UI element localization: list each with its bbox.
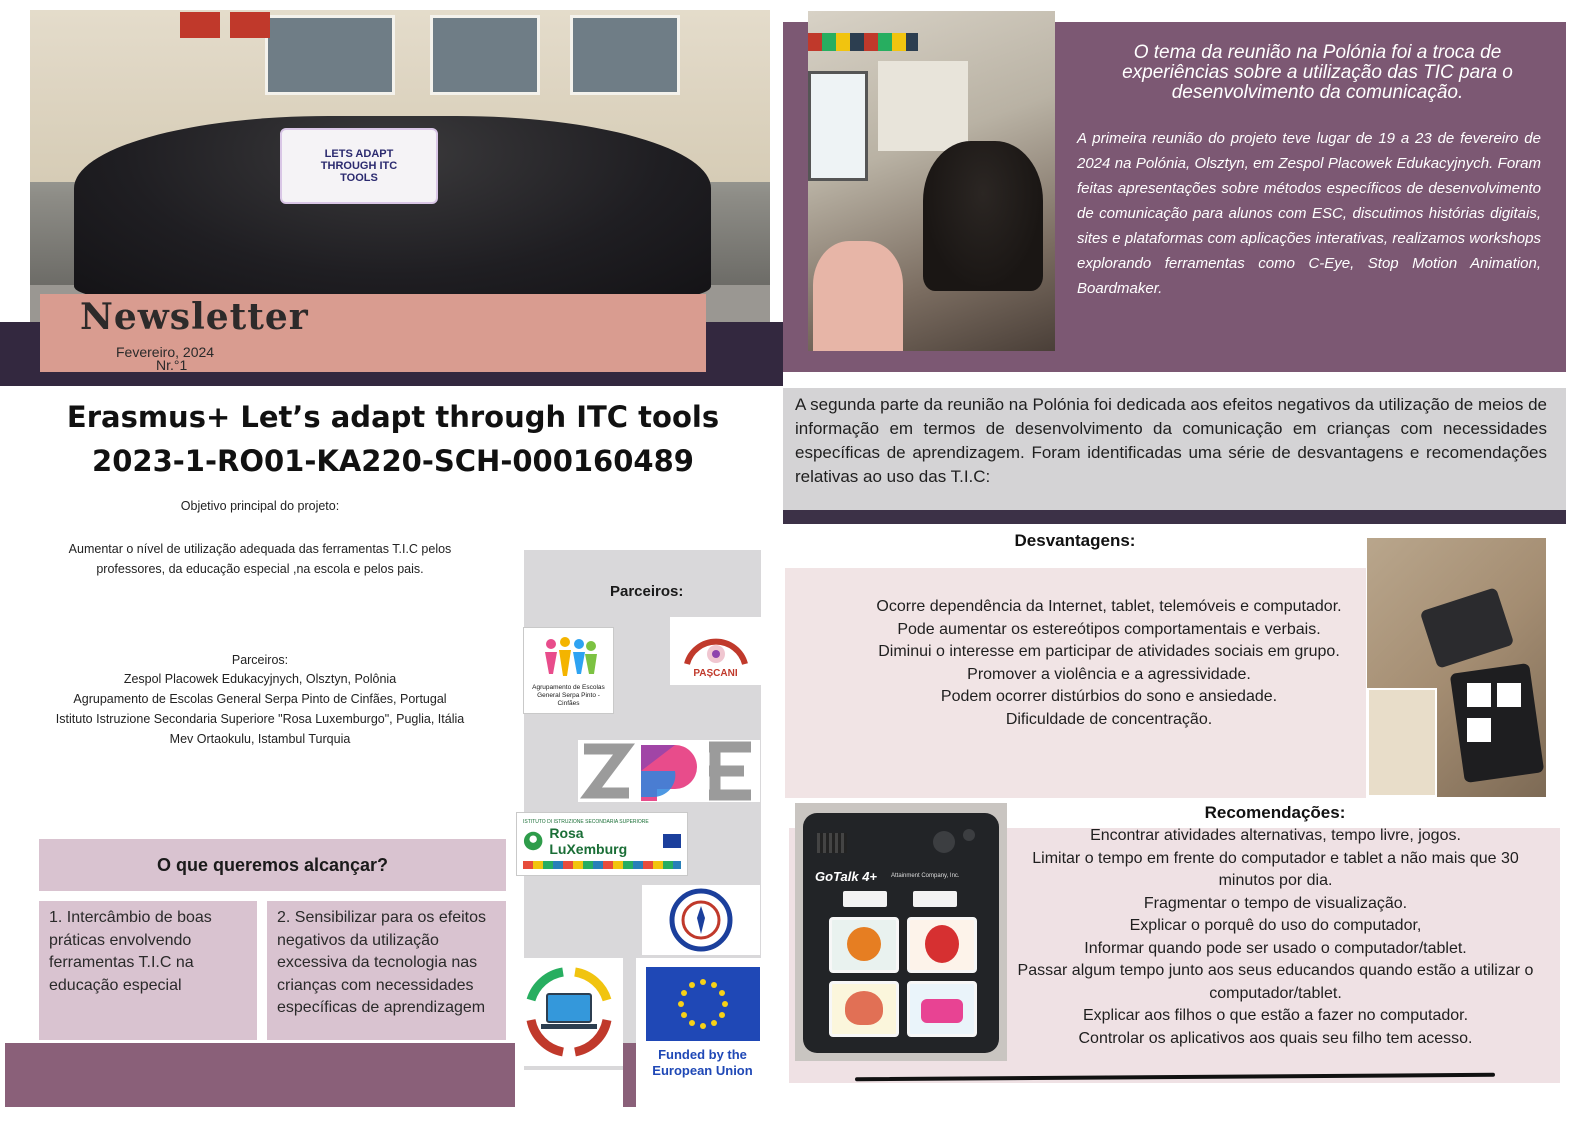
project-title xyxy=(8,395,778,483)
communication-board-photo xyxy=(1367,538,1546,797)
goals-heading: O que queremos alcançar? xyxy=(39,839,506,891)
classroom-photo xyxy=(808,11,1055,351)
newsletter-date: Fevereiro, 2024 xyxy=(116,344,215,360)
recommendation-item: Explicar aos filhos o que estão a fazer no computador. xyxy=(1082,1007,1469,1024)
devices-circle-icon xyxy=(517,960,621,1064)
gotalk-device xyxy=(803,813,999,1053)
recommendations-list xyxy=(1008,825,1543,1050)
recommendation-item: Fragmentar o tempo de visualização. xyxy=(1143,894,1408,912)
project-logo xyxy=(515,958,623,1066)
disadvantages-list xyxy=(840,596,1378,731)
rosa-luxemburg-logo: ISTITUTO DI ISTRUZIONE SECONDARIA SUPERIORE Rosa LuXemburg xyxy=(516,812,688,876)
mev-ortaokulu-logo xyxy=(642,885,760,955)
disadvantage-item: Promover a violência e a agressividade. xyxy=(967,665,1251,683)
footer-band xyxy=(5,1043,515,1107)
meeting-headline: O tema da reunião na Polónia foi a troca de experiências sobre a utilização das TIC para o desenvolvimento da comunicação. xyxy=(1122,42,1513,103)
disadvantage-item: Pode aumentar os estereótipos comportamentais e verbais. xyxy=(897,620,1321,638)
eu-flag-icon xyxy=(663,834,681,848)
zpe-logo xyxy=(578,740,760,802)
disadvantage-item: Ocorre dependência da Internet, tablet, telemóveis e computador. xyxy=(876,598,1342,615)
goal-card-2: 2. Sensibilizar para os efeitos negativos da utilização excessiva da tecnologia nas crianças com necessidades específicas de aprendizagem xyxy=(267,901,506,1040)
recommendation-item: Informar quando pode ser usado o computador/tablet. xyxy=(1084,939,1467,957)
objective-label: Objetivo principal do projeto: xyxy=(180,499,340,513)
recommendations-title: Recomendações: xyxy=(1204,803,1346,822)
recommendation-item: Controlar os aplicativos aos quais seu filho tem acesso. xyxy=(1078,1029,1473,1047)
recommendation-item: Passar algum tempo junto aos seus educandos quando estão a utilizar o computador/tablet. xyxy=(1017,962,1534,1002)
gotalk-brand: Attainment Company, Inc. xyxy=(891,873,960,879)
zpe-logo-graphic xyxy=(579,741,759,801)
seal-icon xyxy=(681,624,751,668)
gotalk-photo xyxy=(795,803,1007,1061)
eu-funded-logo: Funded by the European Union xyxy=(636,958,769,1088)
partners-label: Parceiros: xyxy=(231,653,289,667)
disadvantage-item: Dificuldade de concentração. xyxy=(1005,710,1213,728)
project-title-line1: Erasmus+ Let’s adapt through ITC tools xyxy=(66,400,720,434)
disadvantages-title: Desvantagens: xyxy=(1014,531,1136,550)
footer-band-right xyxy=(623,1043,636,1107)
gotalk-label: GoTalk 4+ xyxy=(815,869,878,884)
project-code: 2023-1-RO01-KA220-SCH-000160489 xyxy=(92,444,694,478)
partner-item: Mev Ortaokulu, Istambul Turquia xyxy=(169,732,351,746)
project-banner: LETS ADAPT THROUGH ITC TOOLS xyxy=(280,128,438,204)
agrupamento-logo: Agrupamento de Escolas General Serpa Pinto - Cinfães xyxy=(523,627,614,714)
school-seal-icon xyxy=(669,888,733,952)
people-icon xyxy=(539,634,599,684)
disadvantage-item: Diminui o interesse em participar de atividades sociais em grupo. xyxy=(878,643,1340,660)
partner-item: Zespol Placowek Edukacyjnych, Olsztyn, Polônia xyxy=(123,672,397,686)
recommendation-item: Limitar o tempo em frente do computador e tablet a não mais que 30 minutos por dia. xyxy=(1032,849,1519,889)
profile-icon xyxy=(523,830,543,852)
partners-heading: Parceiros: xyxy=(610,583,684,600)
disadvantage-item: Podem ocorrer distúrbios do sono e ansiedade. xyxy=(940,688,1278,705)
objective-text: Aumentar o nível de utilização adequada das ferramentas T.I.C pelos professores, da educação especial ,na escola e pelos pais. xyxy=(68,542,452,576)
divider-band xyxy=(783,510,1566,524)
partner-item: Agrupamento de Escolas General Serpa Pinto de Cinfães, Portugal xyxy=(73,692,447,706)
eu-flag-icon xyxy=(646,967,760,1041)
partners-list xyxy=(20,669,500,749)
partner-item: Istituto Istruzione Secondaria Superiore "Rosa Luxemburgo", Puglia, Itália xyxy=(55,712,465,726)
meeting-body: A primeira reunião do projeto teve lugar de 19 a 23 de fevereiro de 2024 na Polónia, Olsztyn, em Zespol Placowek Edukacyjnych. Foram feitas apresentações sobre métodos específicos de desenvolvimento de comunicação para alunos com ESC, discutimos histórias digitais, sites e plataformas com aplicações interativas, realizamos workshops explorando ferramentas como C-Eye, Stop Motion Animation, Boardmaker. xyxy=(1077,130,1541,297)
scoala-logo: PAȘCANI xyxy=(670,617,761,685)
group-photo xyxy=(30,10,770,322)
goal-card-1: 1. Intercâmbio de boas práticas envolvendo ferramentas T.I.C na educação especial xyxy=(39,901,257,1040)
newsletter-title: Newsletter xyxy=(80,296,309,338)
recommendation-item: Encontrar atividades alternativas, tempo livre, jogos. xyxy=(1090,827,1461,844)
second-part-text: A segunda parte da reunião na Polónia foi dedicada aos efeitos negativos da utilização de meios de informação em termos de desenvolvimento da comunicação em crianças com necessidades específicas de aprendizagem. Foram identificadas uma série de desvantagens e recomendações relativas ao uso das T.I.C: xyxy=(795,395,1547,486)
newsletter-number: Nr.°1 xyxy=(156,357,188,373)
recommendation-item: Explicar o porquê do uso do computador, xyxy=(1129,917,1422,934)
